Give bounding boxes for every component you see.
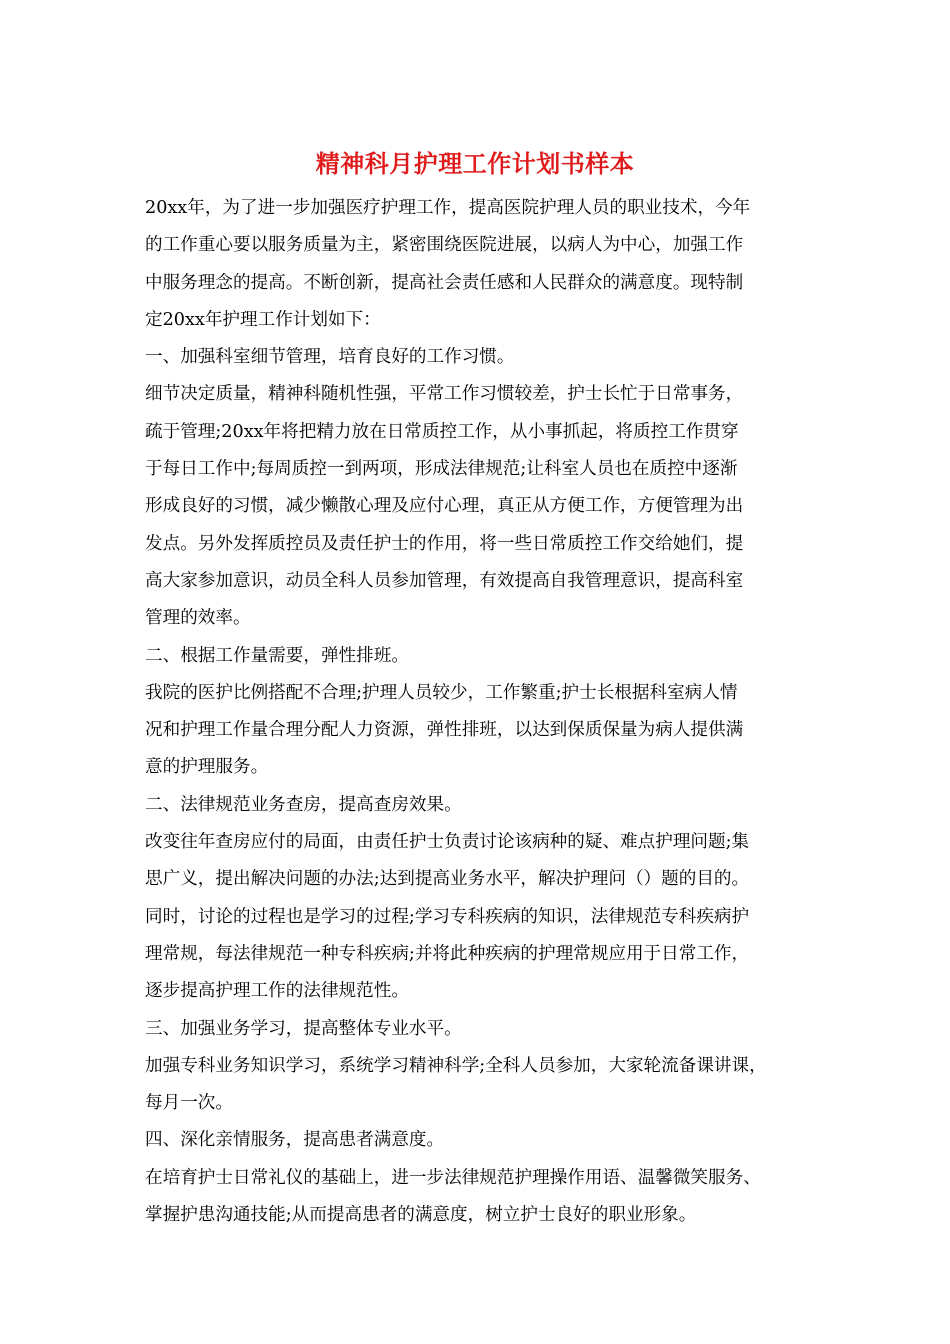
text-line: 逐步提高护理工作的法律规范性。 [145,981,409,1002]
text-line: 加强专科业务知识学习，系统学习精神科学;全科人员参加，大家轮流备课讲课， [145,1055,767,1076]
text-line: 形成良好的习惯，减少懒散心理及应付心理，真正从方便工作，方便管理为出 [145,496,744,517]
document-title: 精神科月护理工作计划书样本 [315,149,635,178]
text-line: 疏于管理;20xx年将把精力放在日常质控工作，从小事抓起，将质控工作贯穿 [145,421,739,442]
text-line: 我院的医护比例搭配不合理;护理人员较少，工作繁重;护士长根据科室病人情 [145,682,738,703]
text-line: 中服务理念的提高。不断创新，提高社会责任感和人民群众的满意度。现特制 [145,272,744,293]
text-line: 的工作重心要以服务质量为主，紧密围绕医院进展，以病人为中心，加强工作 [145,235,744,256]
text-line: 理常规，每法律规范一种专科疾病;并将此种疾病的护理常规应用于日常工作， [145,943,750,964]
text-line: 同时，讨论的过程也是学习的过程;学习专科疾病的知识，法律规范专科疾病护 [145,906,750,927]
text-line: 掌握护患沟通技能;从而提高患者的满意度，树立护士良好的职业形象。 [145,1205,697,1226]
text-line: 定20xx年护理工作计划如下： [145,309,381,330]
text-line: 管理的效率。 [145,608,251,629]
text-line: 发点。另外发挥质控员及责任护士的作用，将一些日常质控工作交给她们，提 [145,533,744,554]
text-line: 在培育护士日常礼仪的基础上，进一步法律规范护理操作用语、温馨微笑服务、 [145,1167,761,1188]
text-line: 于每日工作中;每周质控一到两项，形成法律规范;让科室人员也在质控中逐渐 [145,459,738,480]
text-line: 细节决定质量，精神科随机性强，平常工作习惯较差，护士长忙于日常事务， [145,384,744,405]
section-heading: 一、加强科室细节管理，培育良好的工作习惯。 [145,347,515,368]
section-heading: 二、根据工作量需要，弹性排班。 [145,645,409,666]
text-line: 每月一次。 [145,1093,233,1114]
section-heading: 二、法律规范业务查房，提高查房效果。 [145,794,462,815]
text-line: 高大家参加意识，动员全科人员参加管理，有效提高自我管理意识，提高科室 [145,570,744,591]
text-line: 意的护理服务。 [145,757,269,778]
text-line: 改变往年查房应付的局面，由责任护士负责讨论该病种的疑、难点护理问题;集 [145,832,750,853]
section-heading: 三、加强业务学习，提高整体专业水平。 [145,1018,462,1039]
section-heading: 四、深化亲情服务，提高患者满意度。 [145,1130,445,1151]
text-line: 况和护理工作量合理分配人力资源，弹性排班，以达到保质保量为病人提供满 [145,720,744,741]
document-body [145,190,810,1234]
text-line: 思广义，提出解决问题的办法;达到提高业务水平，解决护理问（）题的目的。 [145,869,750,890]
text-line: 20xx年，为了进一步加强医疗护理工作，提高医院护理人员的职业技术，今年 [145,198,751,218]
